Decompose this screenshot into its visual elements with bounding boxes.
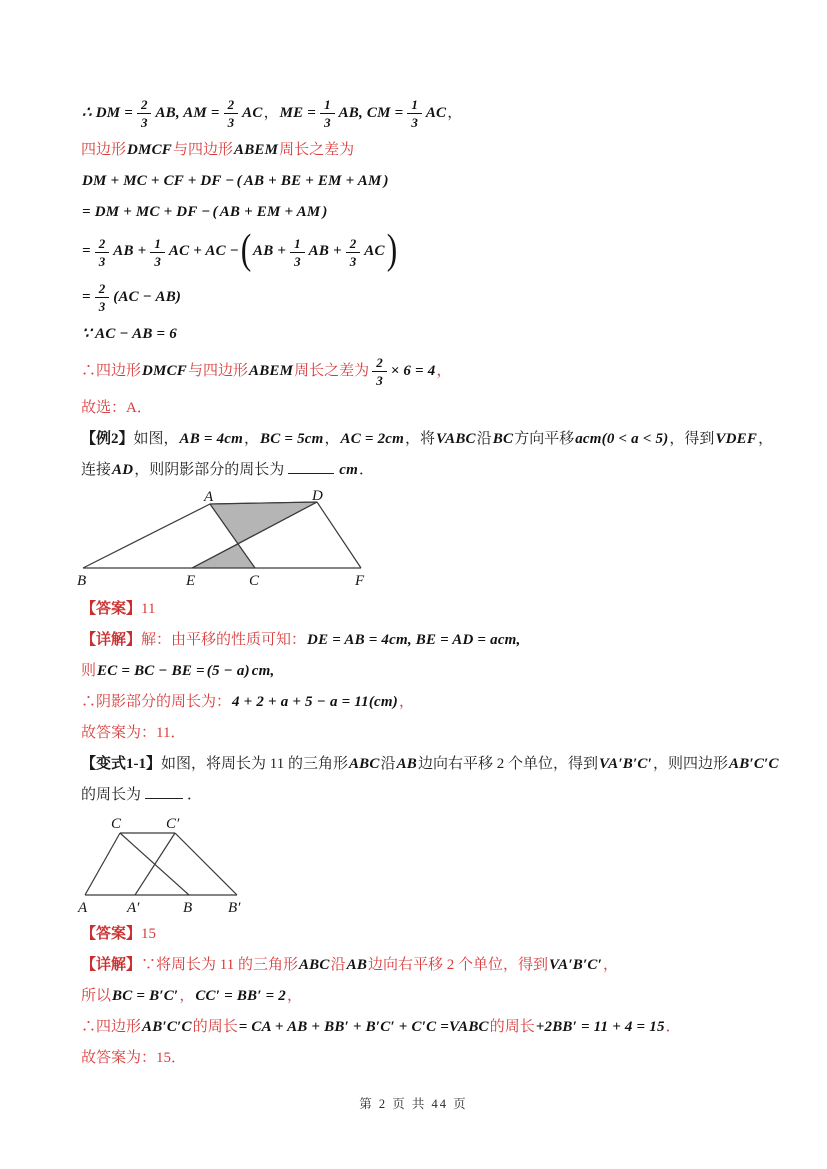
text-segment: ，将: [405, 431, 436, 447]
document-content: [77, 96, 779, 1070]
text-segment: acm(0 < a < 5): [575, 431, 669, 447]
text-segment: 与四边形: [188, 362, 249, 379]
text-segment: AC = 2cm: [340, 431, 405, 447]
text-segment: 如图，将周长为 11 的三角形: [161, 756, 348, 772]
text-segment: 【变式1-1】: [81, 756, 161, 772]
figure-edge: [175, 833, 237, 895]
text-segment: =: [82, 243, 91, 260]
text-segment: ，: [263, 104, 279, 121]
formula-expansion-3: [81, 227, 771, 273]
text-segment: 故选：A．: [81, 400, 152, 416]
text-segment: 【例2】: [81, 431, 134, 447]
fraction: $\frac{2}{3}$: [95, 235, 110, 270]
text-segment: AB: [396, 756, 418, 772]
text-segment: ): [383, 173, 389, 189]
text-segment: × 6 = 4: [390, 362, 436, 379]
example2-final-answer: [81, 722, 771, 745]
text-segment: BC = B′C′: [112, 988, 179, 1004]
text-segment: cm,: [251, 663, 275, 679]
formula-ratios: [81, 96, 771, 131]
figure-edge: [135, 833, 175, 895]
text-segment: 11: [141, 601, 156, 617]
text-segment: +2BB′ = 11 + 4 = 15: [535, 1019, 665, 1035]
figure-edge: [85, 833, 120, 895]
text-segment: ): [322, 204, 328, 220]
text-segment: DM + MC + CF + DF −: [82, 173, 235, 189]
text-segment: ABC: [298, 957, 330, 973]
text-segment: (5 − a): [206, 663, 250, 679]
text-segment: VDEF: [715, 431, 758, 447]
formula-simplified: [81, 280, 771, 315]
text-segment: cm: [339, 462, 359, 478]
vertex-label: B′: [228, 900, 241, 915]
vertex-label: A: [204, 490, 214, 505]
text-segment: AB: [346, 957, 368, 973]
figure-edge: [317, 502, 361, 568]
text-segment: ABEM: [249, 362, 294, 379]
text-segment: 与四边形: [173, 142, 234, 158]
vertex-label: C: [111, 816, 122, 832]
vertex-label: B: [183, 900, 193, 915]
text-segment: AB +: [113, 243, 147, 260]
example2-explain-3: [81, 691, 771, 714]
text-segment: ∴阴影部分的周长为：: [81, 694, 232, 710]
answer-choice: [81, 397, 771, 420]
formula-expansion-1: [81, 170, 771, 193]
text-segment: 4 + 2 + a + 5 − a = 11(cm): [232, 694, 398, 710]
text-segment: 四边形: [81, 142, 127, 158]
text-segment: 故答案为：11．: [81, 725, 186, 741]
vertex-label: C: [249, 573, 260, 589]
text-segment: VA′B′C′: [549, 957, 603, 973]
text-segment: ，: [447, 104, 463, 121]
text-segment: =: [82, 288, 91, 305]
text-segment: 的周长: [192, 1019, 238, 1035]
text-segment: 故答案为：15．: [81, 1050, 187, 1066]
text-segment: 边向右平移 2 个单位，得到: [368, 957, 549, 973]
big-parenthesis: ): [386, 227, 397, 273]
text-segment: ，: [758, 431, 774, 447]
example2-problem-cont: [81, 459, 771, 482]
text-segment: CC′ = BB′ = 2: [195, 988, 286, 1004]
text-segment: AC: [425, 104, 447, 121]
text-segment: DE = AB = 4cm, BE = AD = acm,: [307, 632, 521, 648]
text-segment: 沿: [476, 431, 492, 447]
fraction: $\frac{1}{3}$: [407, 96, 422, 131]
text-segment: AB′C′C: [729, 756, 779, 772]
fraction: $\frac{2}{3}$: [95, 280, 110, 315]
text-segment: ∴四边形: [81, 362, 142, 379]
text-segment: 周长之差为: [279, 142, 355, 158]
text-segment: AB, CM =: [338, 104, 404, 121]
variant11-problem-cont: [81, 784, 771, 807]
example2-explain-2: [81, 660, 771, 683]
fraction: $\frac{1}{3}$: [320, 96, 335, 131]
variant11-explain-2: [81, 985, 771, 1008]
fraction: $\frac{2}{3}$: [224, 96, 239, 131]
figure-variant11-svg: [75, 815, 255, 915]
big-parenthesis: (: [240, 227, 252, 273]
text-segment: 15: [141, 926, 157, 942]
text-segment: AC + AC −: [168, 243, 240, 260]
text-segment: ．: [359, 462, 375, 478]
text-segment: ，: [436, 362, 452, 379]
text-segment: ，: [398, 694, 414, 710]
answer-blank: [145, 784, 183, 799]
text-segment: 解：由平移的性质可知：: [141, 632, 307, 648]
variant11-final-answer: [81, 1047, 771, 1070]
vertex-label: B: [77, 573, 87, 589]
text-segment: ．: [665, 1019, 681, 1035]
text-segment: (: [236, 173, 242, 189]
given-difference: [81, 323, 771, 346]
text-segment: ABEM: [234, 142, 279, 158]
text-segment: DMCF: [127, 142, 172, 158]
variant11-explain-3: [81, 1016, 771, 1039]
text-segment: ，则阴影部分的周长为: [134, 462, 285, 478]
figure-edge: [83, 504, 210, 568]
text-segment: ，: [287, 988, 303, 1004]
text-segment: ABC: [348, 756, 380, 772]
fraction: $\frac{1}{3}$: [290, 235, 305, 270]
text-segment: BC: [492, 431, 514, 447]
figure-example2-svg: [75, 490, 385, 590]
vertex-label: D: [312, 490, 323, 504]
text-segment: AB′C′C: [142, 1019, 192, 1035]
text-segment: 沿: [330, 957, 346, 973]
conclusion-difference: [81, 354, 771, 389]
text-segment: ，: [179, 988, 195, 1004]
vertex-label: C′: [166, 816, 180, 832]
variant11-answer: [81, 923, 771, 946]
text-segment: AB + BE + EM + AM: [243, 173, 382, 189]
text-segment: 如图，: [133, 431, 179, 447]
fraction: $\frac{2}{3}$: [137, 96, 152, 131]
text-segment: ，则四边形: [653, 756, 729, 772]
text-segment: ．: [187, 787, 203, 803]
text-segment: 【详解】: [81, 632, 142, 648]
variant11-problem: [81, 753, 779, 776]
example2-problem: [81, 428, 774, 451]
text-segment: AC: [364, 243, 385, 260]
text-segment: ∴ DM =: [82, 104, 133, 121]
vertex-label: E: [186, 573, 196, 589]
text-segment: ，得到: [669, 431, 715, 447]
text-segment: DMCF: [142, 362, 187, 379]
example2-answer: [81, 598, 771, 621]
text-segment: EC = BC − BE =: [97, 663, 205, 679]
fraction: $\frac{2}{3}$: [372, 354, 387, 389]
text-segment: ME =: [279, 104, 317, 121]
answer-blank: [288, 459, 334, 474]
text-segment: AB + EM + AM: [219, 204, 321, 220]
text-segment: AB = 4cm: [179, 431, 244, 447]
shaded-region: [192, 544, 255, 568]
text-segment: 【答案】: [81, 926, 142, 942]
text-segment: = DM + MC + DF −: [82, 204, 211, 220]
text-segment: 连接: [81, 462, 112, 478]
text-segment: 所以: [81, 988, 112, 1004]
vertex-label: F: [355, 573, 365, 589]
text-segment: 【答案】: [81, 601, 142, 617]
text-segment: ，: [603, 957, 619, 973]
text-segment: (: [212, 204, 218, 220]
text-segment: (AC − AB): [113, 288, 182, 305]
text-segment: 周长之差为: [294, 362, 370, 379]
text-segment: VABC: [436, 431, 476, 447]
variant11-explain-1: [81, 954, 771, 977]
text-segment: 沿: [380, 756, 396, 772]
text-segment: = CA + AB + BB′ + B′C′ + C′C =VABC: [238, 1019, 489, 1035]
text-segment: ∴四边形: [81, 1019, 142, 1035]
text-segment: ∵将周长为 11 的三角形: [141, 957, 298, 973]
shaded-region: [210, 502, 317, 544]
text-segment: 边向右平移 2 个单位，得到: [418, 756, 599, 772]
formula-expansion-2: [81, 201, 771, 224]
vertex-label: A: [78, 900, 88, 915]
text-segment: 【详解】: [81, 957, 142, 973]
text-segment: AB +: [253, 243, 287, 260]
fraction: $\frac{2}{3}$: [346, 235, 361, 270]
text-segment: AB, AM =: [155, 104, 220, 121]
text-segment: AC: [242, 104, 263, 121]
statement-perimeter-diff: [81, 139, 771, 162]
text-segment: 方向平移: [514, 431, 575, 447]
text-segment: AD: [112, 462, 134, 478]
text-segment: ∵ AC − AB = 6: [82, 326, 177, 342]
text-segment: VA′B′C′: [599, 756, 652, 772]
text-segment: 则: [81, 663, 97, 679]
text-segment: ，: [244, 431, 260, 447]
fraction: $\frac{1}{3}$: [150, 235, 165, 270]
text-segment: AB +: [308, 243, 342, 260]
page-number-footer: 第 2 页 共 44 页: [359, 1097, 468, 1111]
vertex-label: A′: [127, 900, 140, 915]
text-segment: 的周长为: [81, 787, 142, 803]
text-segment: BC = 5cm: [260, 431, 324, 447]
figure-variant11: [75, 815, 771, 915]
example2-explain-1: [81, 629, 771, 652]
text-segment: 的周长: [489, 1019, 535, 1035]
figure-example2: [75, 490, 771, 590]
text-segment: ，: [324, 431, 340, 447]
